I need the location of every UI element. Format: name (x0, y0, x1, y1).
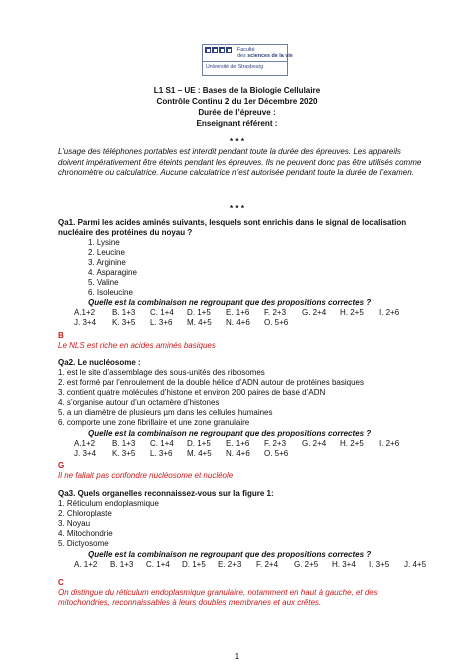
q2-option: E. 1+6 (226, 439, 250, 448)
q3-option: A. 1+2 (74, 560, 98, 569)
q3-item: 3. Noyau (58, 519, 91, 528)
exam-teacher: Enseignant référent : (196, 119, 278, 128)
q3-option: J. 4+5 (404, 560, 427, 569)
q3-option: F. 2+4 (256, 560, 279, 569)
q1-item: 5. Valine (88, 278, 119, 287)
logo-line-2: des sciences de la vie (237, 53, 293, 59)
q2-option: H. 2+5 (340, 439, 364, 448)
q2-option: K. 3+5 (112, 449, 136, 458)
q3-item: 2. Chloroplaste (58, 509, 112, 518)
q1-option: G. 2+4 (302, 308, 327, 317)
q1-option: M. 4+5 (187, 318, 212, 327)
logo-divider (203, 61, 287, 62)
q2-item: 6. comporte une zone fibrillaire et une zone granulaire (58, 418, 250, 427)
page-number: 1 (234, 652, 240, 661)
q1-item: 3. Arginine (88, 258, 126, 267)
q1-option: H. 2+5 (340, 308, 364, 317)
q1-item: 2. Leucine (88, 248, 125, 257)
q3-option: C. 1+4 (146, 560, 170, 569)
q2-item: 4. s’organise autour d’un octamère d’histones (58, 398, 220, 407)
q2-option: N. 4+6 (226, 449, 250, 458)
q3-option: D. 1+5 (182, 560, 206, 569)
logo-line-3: Université de Strasbourg (206, 64, 264, 70)
q3-item: 4. Mitochondrie (58, 529, 113, 538)
q3-prompt: Quelle est la combinaison ne regroupant que des propositions correctes ? (88, 550, 372, 559)
q1-option: E. 1+6 (226, 308, 250, 317)
q1-explanation: Le NLS est riche en acides aminés basiques (58, 341, 216, 350)
exam-course-title: L1 S1 – UE : Bases de la Biologie Cellulaire (153, 86, 321, 95)
q1-option: C. 1+4 (150, 308, 174, 317)
q3-option: G. 2+5 (294, 560, 319, 569)
q2-option: M. 4+5 (187, 449, 212, 458)
q1-option: F. 2+3 (264, 308, 287, 317)
q2-item: 3. contient quatre molécules d’histone et environ 200 paires de base d’ADN (58, 388, 326, 397)
q2-option: G. 2+4 (302, 439, 327, 448)
q2-option: F. 2+3 (264, 439, 287, 448)
q2-explanation: Il ne fallait pas confondre nucléosome et nucléole (58, 471, 234, 480)
q2-item: 2. est formé par l’enroulement de la double hélice d’ADN autour de protéines basiques (58, 378, 364, 387)
q3-explanation-line2: mitochondries, reconnaissables à leurs doubles membranes et aux crêtes. (58, 598, 322, 607)
q1-item: 1. Lysine (88, 238, 120, 247)
q2-item: 1. est le site d’assemblage des sous-unités des ribosomes (58, 368, 265, 377)
q1-title-line1: Qa1. Parmi les acides aminés suivants, lesquels sont enrichis dans le signal de localisation (58, 218, 407, 227)
q2-option: J. 3+4 (74, 449, 97, 458)
q2-title: Qa2. Le nucléosome : (58, 358, 141, 367)
q2-item: 5. a un diamètre de plusieurs µm dans les cellules humaines (58, 408, 273, 417)
q2-prompt: Quelle est la combinaison ne regroupant que des propositions correctes ? (88, 429, 372, 438)
q2-option: A.1+2 (74, 439, 96, 448)
q3-title: Qa3. Quels organelles reconnaissez-vous sur la figure 1: (58, 489, 274, 498)
q2-option: C. 1+4 (150, 439, 174, 448)
q2-option: L. 3+6 (150, 449, 173, 458)
q3-option: E. 2+3 (218, 560, 242, 569)
q1-option: N. 4+6 (226, 318, 250, 327)
q1-item: 4. Asparagine (88, 268, 137, 277)
q3-item: 5. Dictyosome (58, 539, 109, 548)
separator-2: * * * (230, 204, 244, 213)
q2-option: D. 1+5 (187, 439, 211, 448)
q1-option: A.1+2 (74, 308, 96, 317)
q2-answer: G (58, 461, 65, 470)
q3-answer: C (58, 578, 64, 587)
faculty-logo (202, 44, 293, 76)
logo-line-1: Faculté (237, 47, 255, 53)
q1-option: O. 5+6 (264, 318, 289, 327)
q2-option: O. 5+6 (264, 449, 289, 458)
q3-option: H. 3+4 (332, 560, 356, 569)
q3-option: I. 3+5 (369, 560, 390, 569)
q1-option: J. 3+4 (74, 318, 97, 327)
logo-squares-icon (205, 47, 232, 53)
q2-option: I. 2+6 (379, 439, 400, 448)
q1-option: K. 3+5 (112, 318, 136, 327)
q1-title-line2: nucléaire des protéines du noyau ? (58, 228, 193, 237)
q1-option: L. 3+6 (150, 318, 173, 327)
q1-option: B. 1+3 (112, 308, 136, 317)
q3-item: 1. Réticulum endoplasmique (58, 499, 159, 508)
exam-date: Contrôle Continu 2 du 1er Décembre 2020 (156, 97, 318, 106)
exam-duration: Durée de l’épreuve : (198, 108, 276, 117)
q1-option: D. 1+5 (187, 308, 211, 317)
q1-item: 6. Isoleucine (88, 288, 133, 297)
q2-option: B. 1+3 (112, 439, 136, 448)
intro-paragraph: L’usage des téléphones portables est interdit pendant toute la durée des épreuves. Les appareils doivent impérativement être éteints pendant les épreuves. Ils ne peuvent donc pas être utilisés comme chronomètre ou calculatrice. Aucune calculatrice n’est autorisée pendant toute la durée de l’examen. (58, 147, 422, 178)
q1-option: I. 2+6 (379, 308, 400, 317)
q1-prompt: Quelle est la combinaison ne regroupant que des propositions correctes ? (88, 298, 372, 307)
separator-1: * * * (230, 137, 244, 146)
q3-explanation-line1: On distingue du réticulum endoplasmique granulaire, notamment en haut à gauche, et des (58, 588, 378, 597)
q3-option: B. 1+3 (110, 560, 134, 569)
q1-answer: B (58, 331, 64, 340)
